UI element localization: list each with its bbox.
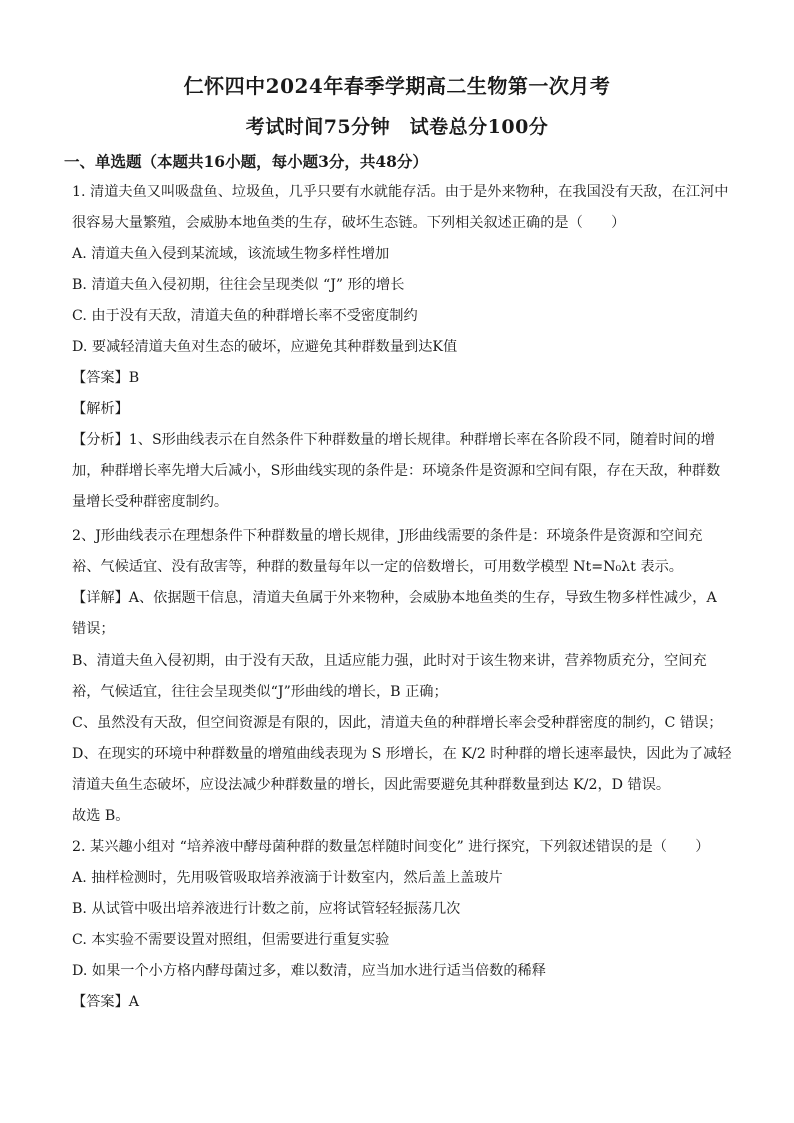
- q2-option-d: D. 如果一个小方格内酵母菌过多，难以数清，应当加水进行适当倍数的稀释: [72, 963, 546, 979]
- q1-fenxi-line2: 加，种群增长率先增大后减小，S形曲线实现的条件是：环境条件是资源和空间有限，存在天敌，种群数: [72, 463, 721, 479]
- q1-answer: 【答案】B: [72, 370, 140, 386]
- q1-conclusion: 故选 B。: [72, 808, 130, 824]
- q1-fenxi-line4: 2、J形曲线表示在理想条件下种群数量的增长规律，J形曲线需要的条件是：环境条件是资源和空间充: [72, 528, 703, 544]
- q1-detail-line7: 清道夫鱼生态破坏，应设法减少种群数量的增长，因此需要避免其种群数量到达 K/2，D 错误。: [72, 777, 671, 793]
- q1-stem-line1: 1. 清道夫鱼又叫吸盘鱼、垃圾鱼，几乎只要有水就能存活。由于是外来物种，在我国没有天敌，在江河中: [72, 184, 729, 200]
- q1-fenxi-line3: 量增长受种群密度制约。: [72, 494, 229, 510]
- q1-option-a: A. 清道夫鱼入侵到某流域，该流域生物多样性增加: [72, 246, 390, 262]
- q1-analysis-label: 【解析】: [72, 401, 129, 417]
- q2-option-c: C. 本实验不需要设置对照组，但需要进行重复实验: [72, 932, 390, 948]
- q1-detail-line2: 错误；: [72, 621, 115, 637]
- q1-option-d: D. 要减轻清道夫鱼对生态的破坏，应避免其种群数量到达K值: [72, 339, 458, 355]
- q1-stem-line2: 很容易大量繁殖，会威胁本地鱼类的生存，破坏生态链。下列相关叙述正确的是（ ）: [72, 215, 626, 231]
- q1-fenxi-line5: 裕、气候适宜、没有敌害等，种群的数量每年以一定的倍数增长，可用数学模型 Nt=N₀λt 表示。: [72, 559, 683, 575]
- q1-option-c: C. 由于没有天敌，清道夫鱼的种群增长率不受密度制约: [72, 308, 418, 324]
- q1-detail-line3: B、清道夫鱼入侵初期，由于没有天敌，且适应能力强，此时对于该生物来讲，营养物质充分，空间充: [72, 653, 707, 669]
- q1-option-b: B. 清道夫鱼入侵初期，往往会呈现类似 “J” 形的增长: [72, 277, 405, 293]
- q1-detail-line5: C、虽然没有天敌，但空间资源是有限的，因此，清道夫鱼的种群增长率会受种群密度的制约，C 错误；: [72, 715, 723, 731]
- q2-stem: 2. 某兴趣小组对 “培养液中酵母菌种群的数量怎样随时间变化” 进行探究，下列叙述错误的是（ ）: [72, 839, 710, 855]
- section-heading: 一、单选题（本题共16小题，每小题3分，共48分）: [64, 152, 428, 171]
- q1-fenxi-line1: 【分析】1、S形曲线表示在自然条件下种群数量的增长规律。种群增长率在各阶段不同，随着时间的增: [72, 432, 715, 448]
- exam-subtitle: 考试时间75分钟 试卷总分100分: [245, 116, 549, 138]
- q1-detail-line4: 裕，气候适宜，往往会呈现类似“J”形曲线的增长，B 正确；: [72, 684, 448, 700]
- q2-option-b: B. 从试管中吸出培养液进行计数之前，应将试管轻轻振荡几次: [72, 901, 461, 917]
- q2-option-a: A. 抽样检测时，先用吸管吸取培养液滴于计数室内，然后盖上盖玻片: [72, 870, 503, 886]
- exam-title: 仁怀四中2024年春季学期高二生物第一次月考: [183, 74, 611, 98]
- q1-detail-line6: D、在现实的环境中种群数量的增殖曲线表现为 S 形增长，在 K/2 时种群的增长速率最快，因此为了减轻: [72, 746, 732, 762]
- q2-answer: 【答案】A: [72, 994, 139, 1010]
- q1-detail-line1: 【详解】A、依据题干信息，清道夫鱼属于外来物种，会威胁本地鱼类的生存，导致生物多样性减少，A: [72, 590, 717, 606]
